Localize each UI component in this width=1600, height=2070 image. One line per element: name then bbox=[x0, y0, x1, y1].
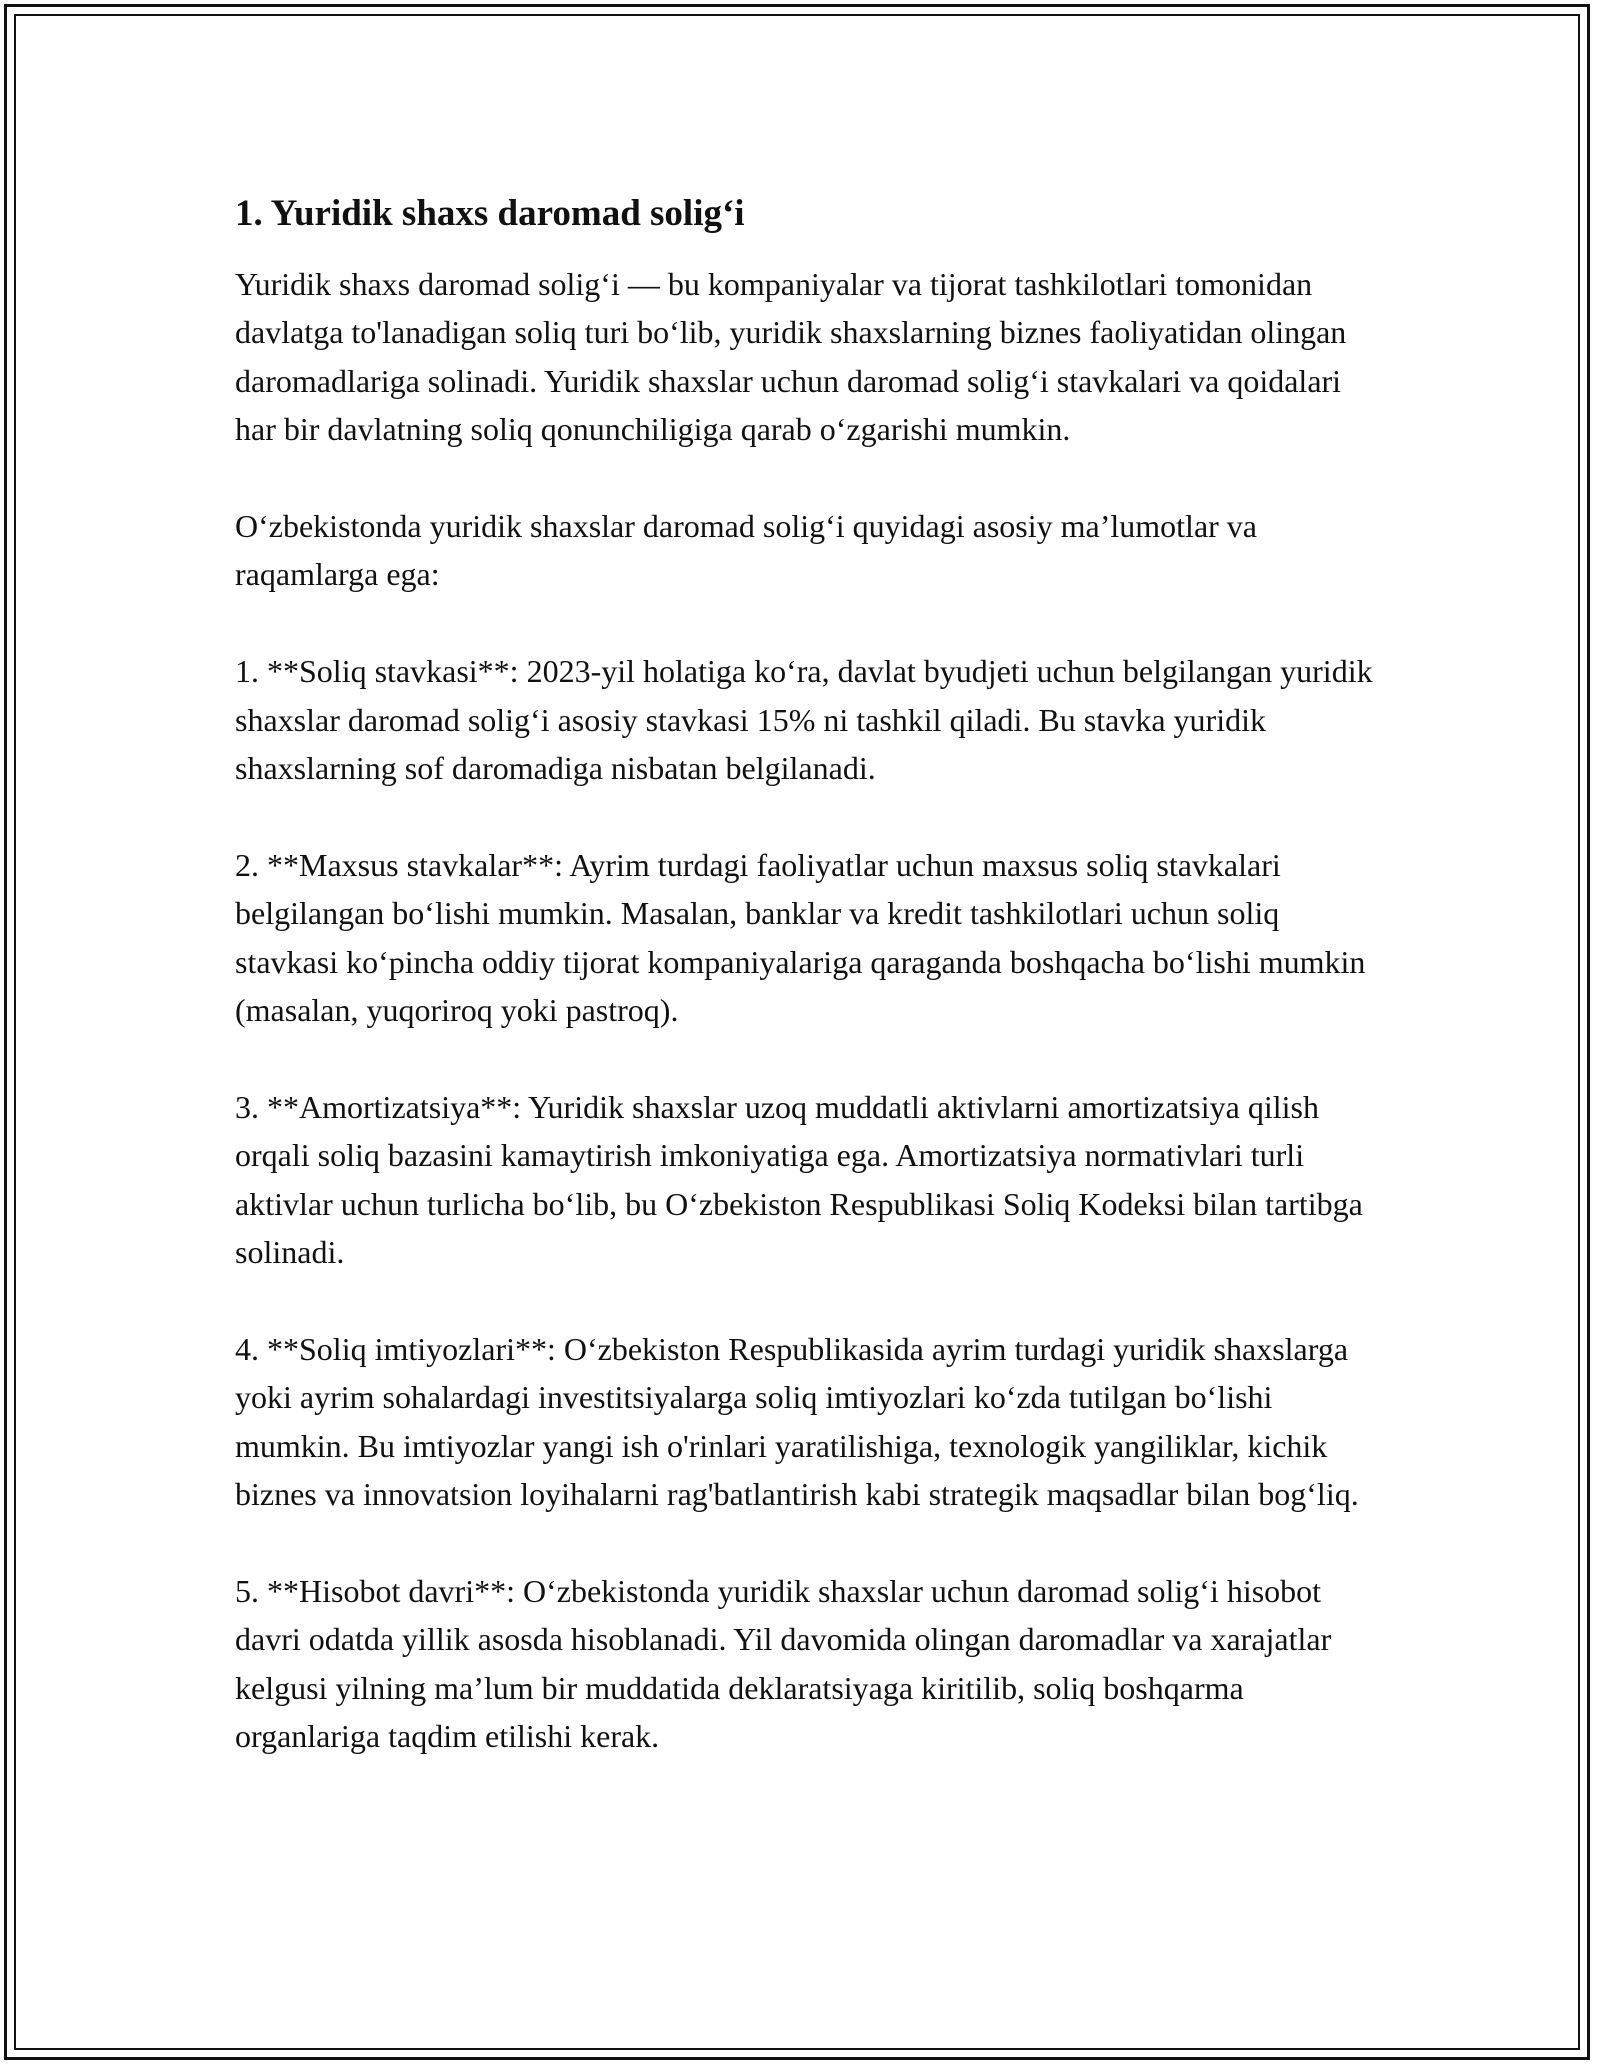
document-title: 1. Yuridik shaxs daromad solig‘i bbox=[235, 193, 745, 234]
paragraph-intro: Yuridik shaxs daromad solig‘i — bu kompaniyalar va tijorat tashkilotlari tomonidan davlatga to'lanadigan soliq turi bo‘lib, yuridik shaxslarning biznes faoliyatidan olingan daromadlariga solinadi. Yuridik shaxslar uchun daromad solig‘i stavkalari va qoidalari har bir davlatning soliq qonunchiligiga qarab o‘zgarishi mumkin. bbox=[235, 266, 1347, 448]
list-item-special-rates: 2. **Maxsus stavkalar**: Ayrim turdagi faoliyatlar uchun maxsus soliq stavkalari belgilangan bo‘lishi mumkin. Masalan, banklar va kredit tashkilotlari uchun soliq stavkasi ko‘pincha oddiy tijorat kompaniyalariga qaraganda boshqacha bo‘lishi mumkin (masalan, yuqoriroq yoki pastroq). bbox=[235, 846, 1366, 1029]
paragraph-overview: O‘zbekistonda yuridik shaxslar daromad solig‘i quyidagi asosiy ma’lumotlar va raqamlarga ega: bbox=[235, 508, 1257, 593]
list-item-reporting-period: 5. **Hisobot davri**: O‘zbekistonda yuridik shaxslar uchun daromad solig‘i hisobot davri odatda yillik asosda hisoblanadi. Yil davomida olingan daromadlar va xarajatlar kelgusi yilning ma’lum bir muddatida deklaratsiyaga kiritilib, soliq boshqarma organlariga taqdim etilishi kerak. bbox=[235, 1572, 1332, 1755]
document-body bbox=[235, 188, 1385, 1809]
list-item-tax-rate: 1. **Soliq stavkasi**: 2023-yil holatiga ko‘ra, davlat byudjeti uchun belgilangan yuridik shaxslar daromad solig‘i asosiy stavkasi 15% ni tashkil qiladi. Bu stavka yuridik shaxslarning sof daromadiga nisbatan belgilanadi. bbox=[235, 653, 1373, 787]
list-item-depreciation: 3. **Amortizatsiya**: Yuridik shaxslar uzoq muddatli aktivlarni amortizatsiya qilish orqali soliq bazasini kamaytirish imkoniyatiga ega. Amortizatsiya normativlari turli aktivlar uchun turlicha bo‘lib, bu O‘zbekiston Respublikasi Soliq Kodeksi bilan tartibga solinadi. bbox=[235, 1088, 1363, 1271]
list-item-tax-benefits: 4. **Soliq imtiyozlari**: O‘zbekiston Respublikasida ayrim turdagi yuridik shaxslarga yoki ayrim sohalardagi investitsiyalarga soliq imtiyozlari ko‘zda tutilgan bo‘lishi mumkin. Bu imtiyozlar yangi ish o'rinlari yaratilishiga, texnologik yangiliklar, kichik biznes va innovatsion loyihalarni rag'batlantirish kabi strategik maqsadlar bilan bog‘liq. bbox=[235, 1330, 1359, 1513]
